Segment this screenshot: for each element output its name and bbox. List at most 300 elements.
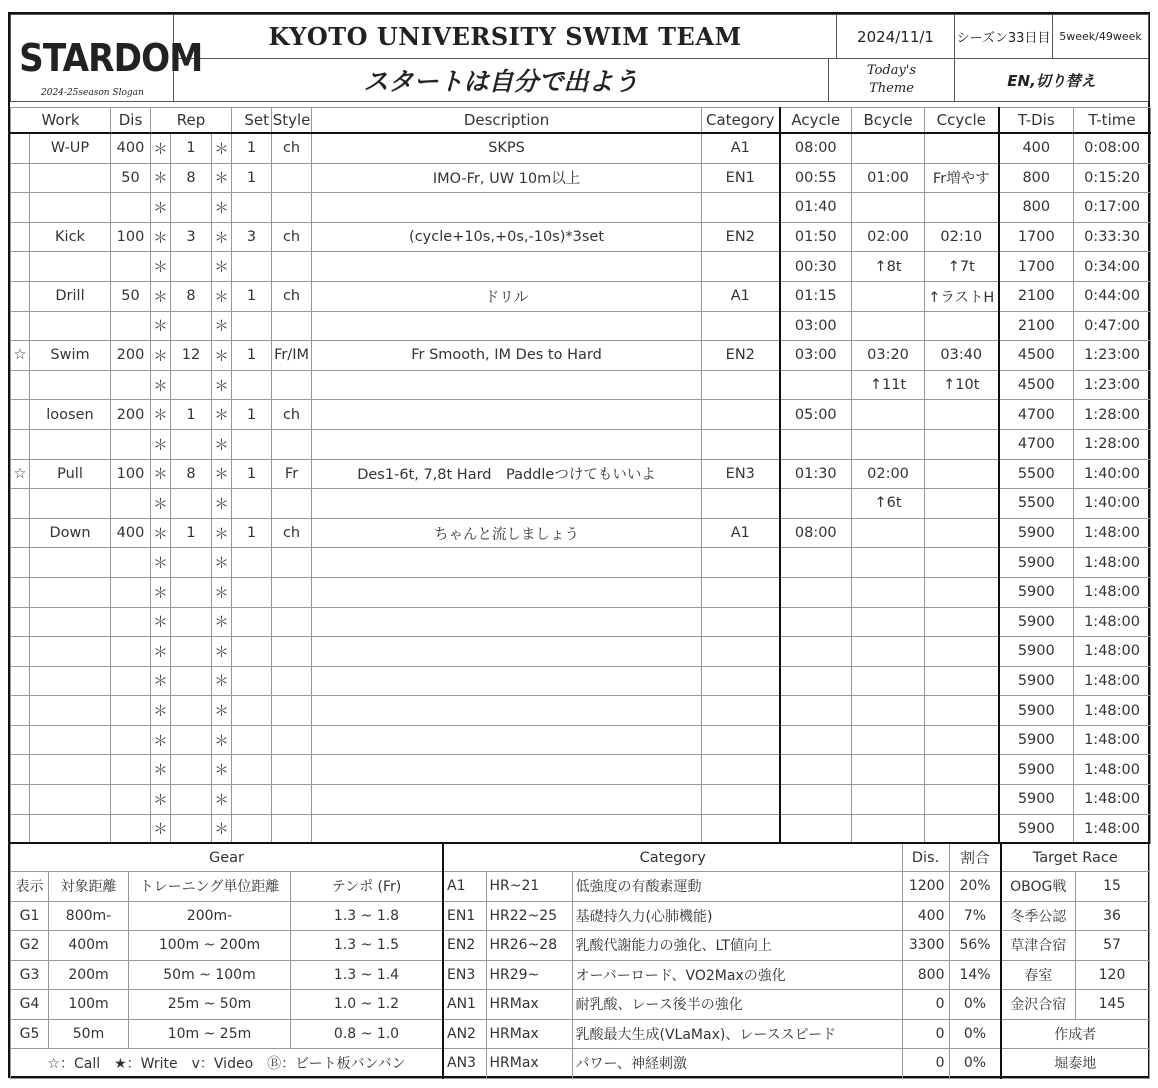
category-row — [443, 931, 1001, 961]
category-cell: 20% — [949, 872, 1001, 902]
cell-acycle: 01:40 — [780, 193, 852, 223]
gear-cell: G1 — [11, 901, 49, 931]
target-race-days: 120 — [1075, 960, 1149, 990]
cell-bcycle — [852, 785, 925, 815]
cell-distance — [111, 311, 151, 341]
cell-work — [30, 193, 111, 223]
table-row — [11, 637, 1151, 667]
category-title: Category — [443, 843, 902, 872]
cell-description — [312, 696, 702, 726]
table-row — [11, 311, 1151, 341]
cell-description — [312, 666, 702, 696]
cell-total-distance: 5900 — [999, 518, 1074, 548]
cell-total-distance: 800 — [999, 163, 1074, 193]
col-header-bcycle: Bcycle — [852, 108, 925, 134]
date: 2024/11/1 — [837, 15, 955, 59]
category-row — [443, 990, 1001, 1020]
cell-mark — [11, 163, 30, 193]
cell-category — [702, 696, 780, 726]
cell-bcycle: ↑8t — [852, 252, 925, 282]
cell-total-distance: 1700 — [999, 252, 1074, 282]
cell-total-time: 1:48:00 — [1074, 518, 1151, 548]
cell-total-distance: 5500 — [999, 489, 1074, 519]
cell-distance — [111, 666, 151, 696]
cell-style: ch — [272, 222, 312, 252]
cell-work: Kick — [30, 222, 111, 252]
category-cell: AN1 — [443, 990, 486, 1020]
cell-reps — [171, 489, 212, 519]
cell-work — [30, 370, 111, 400]
team-title: KYOTO UNIVERSITY SWIM TEAM — [174, 15, 837, 59]
logo-cell — [11, 15, 203, 102]
cell-mark — [11, 252, 30, 282]
cell-times-1: ＊ — [151, 725, 171, 755]
category-cell: HRMax — [486, 990, 572, 1020]
gear-row — [11, 931, 443, 961]
cell-bcycle — [852, 518, 925, 548]
cell-sets — [232, 785, 272, 815]
cell-acycle — [780, 548, 852, 578]
cell-acycle: 01:30 — [780, 459, 852, 489]
cell-times-2: ＊ — [212, 666, 232, 696]
cell-distance: 50 — [111, 163, 151, 193]
category-cell: A1 — [443, 872, 486, 902]
cell-sets: 1 — [232, 400, 272, 430]
category-row — [443, 1019, 1001, 1049]
cell-distance — [111, 755, 151, 785]
gear-cell: 50m — [49, 1019, 129, 1049]
cell-times-1: ＊ — [151, 222, 171, 252]
cell-total-time: 1:28:00 — [1074, 400, 1151, 430]
cell-reps — [171, 814, 212, 844]
cell-sets: 3 — [232, 222, 272, 252]
cell-category: A1 — [702, 518, 780, 548]
cell-bcycle — [852, 577, 925, 607]
cell-sets — [232, 637, 272, 667]
cell-distance: 200 — [111, 400, 151, 430]
cell-work — [30, 489, 111, 519]
category-cell: 0% — [949, 1049, 1001, 1079]
cell-description — [312, 311, 702, 341]
cell-total-time: 1:48:00 — [1074, 637, 1151, 667]
cell-distance — [111, 696, 151, 726]
gear-title: Gear — [11, 843, 443, 872]
cell-total-distance: 5900 — [999, 755, 1074, 785]
cell-times-2: ＊ — [212, 725, 232, 755]
cell-sets — [232, 696, 272, 726]
cell-work — [30, 607, 111, 637]
cell-work — [30, 429, 111, 459]
cell-style — [272, 577, 312, 607]
cell-work: Down — [30, 518, 111, 548]
cell-total-time: 0:08:00 — [1074, 133, 1151, 163]
gear-row — [11, 1019, 443, 1049]
table-row — [11, 370, 1151, 400]
cell-total-time: 1:48:00 — [1074, 577, 1151, 607]
col-header-work: Work — [11, 108, 111, 134]
cell-work — [30, 785, 111, 815]
target-race-row — [1001, 872, 1149, 902]
cell-ccycle — [925, 400, 999, 430]
cell-work — [30, 548, 111, 578]
cell-total-time: 1:48:00 — [1074, 725, 1151, 755]
cell-bcycle — [852, 725, 925, 755]
cell-distance: 200 — [111, 341, 151, 371]
cell-work: Drill — [30, 281, 111, 311]
cell-bcycle — [852, 311, 925, 341]
cell-total-distance: 5900 — [999, 548, 1074, 578]
category-cell: 乳酸最大生成(VLaMax)、レーススピード — [572, 1019, 902, 1049]
target-race-name: OBOG戦 — [1001, 872, 1075, 902]
cell-description: ドリル — [312, 281, 702, 311]
table-row — [11, 814, 1151, 844]
cell-reps — [171, 666, 212, 696]
cell-total-distance: 5900 — [999, 785, 1074, 815]
cell-category: EN2 — [702, 222, 780, 252]
cell-acycle — [780, 725, 852, 755]
table-row — [11, 548, 1151, 578]
cell-style — [272, 696, 312, 726]
cell-category — [702, 814, 780, 844]
cell-style — [272, 370, 312, 400]
cell-times-2: ＊ — [212, 785, 232, 815]
cell-times-2: ＊ — [212, 489, 232, 519]
cell-work: W-UP — [30, 133, 111, 163]
cell-mark — [11, 696, 30, 726]
cell-ccycle — [925, 133, 999, 163]
gear-row — [11, 960, 443, 990]
cell-total-distance: 1700 — [999, 222, 1074, 252]
cell-times-2: ＊ — [212, 548, 232, 578]
table-row — [11, 281, 1151, 311]
cell-reps: 12 — [171, 341, 212, 371]
cell-total-distance: 2100 — [999, 281, 1074, 311]
cell-times-1: ＊ — [151, 637, 171, 667]
cell-description — [312, 577, 702, 607]
cell-ccycle — [925, 548, 999, 578]
col-header-dis: Dis — [111, 108, 151, 134]
cell-mark — [11, 133, 30, 163]
cell-ccycle: 02:10 — [925, 222, 999, 252]
cell-sets: 1 — [232, 281, 272, 311]
col-header-style: Style — [272, 108, 312, 134]
category-cell: 1200 — [902, 872, 949, 902]
cell-reps: 1 — [171, 133, 212, 163]
cell-style — [272, 725, 312, 755]
col-header-tdis: T-Dis — [999, 108, 1074, 134]
cell-bcycle: 02:00 — [852, 459, 925, 489]
cell-bcycle: 02:00 — [852, 222, 925, 252]
cell-sets — [232, 193, 272, 223]
cell-ccycle — [925, 785, 999, 815]
cell-times-2: ＊ — [212, 341, 232, 371]
cell-bcycle — [852, 548, 925, 578]
category-cell: 0 — [902, 990, 949, 1020]
gear-cell: 1.3 ~ 1.5 — [291, 931, 443, 961]
category-cell: 0 — [902, 1049, 949, 1079]
cell-style — [272, 666, 312, 696]
category-row — [443, 1049, 1001, 1079]
target-race-name: 金沢合宿 — [1001, 990, 1075, 1020]
gear-cell: 200m — [49, 960, 129, 990]
cell-description — [312, 429, 702, 459]
cell-total-distance: 4700 — [999, 429, 1074, 459]
category-row — [443, 960, 1001, 990]
cell-reps — [171, 637, 212, 667]
cell-acycle — [780, 577, 852, 607]
cell-style: ch — [272, 133, 312, 163]
cell-style — [272, 548, 312, 578]
category-cell: HR22~25 — [486, 901, 572, 931]
cell-times-2: ＊ — [212, 429, 232, 459]
cell-description: SKPS — [312, 133, 702, 163]
cell-distance — [111, 725, 151, 755]
gear-cell: 100m ~ 200m — [129, 931, 291, 961]
slogan: スタートは自分で出よう — [174, 59, 829, 102]
cell-description — [312, 725, 702, 755]
table-row — [11, 341, 1151, 371]
cell-times-1: ＊ — [151, 814, 171, 844]
cell-description — [312, 489, 702, 519]
cell-work — [30, 163, 111, 193]
category-cell: EN3 — [443, 960, 486, 990]
cell-total-time: 1:48:00 — [1074, 666, 1151, 696]
col-header-description: Description — [312, 108, 702, 134]
table-header-row — [11, 108, 1151, 134]
cell-bcycle — [852, 814, 925, 844]
cell-total-distance: 4500 — [999, 370, 1074, 400]
cell-ccycle — [925, 666, 999, 696]
category-cell: HR~21 — [486, 872, 572, 902]
gear-row — [11, 990, 443, 1020]
cell-description — [312, 548, 702, 578]
table-row — [11, 725, 1151, 755]
cell-mark — [11, 577, 30, 607]
target-race-row — [1001, 931, 1149, 961]
cell-times-1: ＊ — [151, 400, 171, 430]
target-race-days: 145 — [1075, 990, 1149, 1020]
symbol-legend: ☆：Call ★：Write v：Video Ⓑ：ビート板バンバン — [11, 1049, 443, 1079]
cell-reps: 8 — [171, 459, 212, 489]
cell-distance: 100 — [111, 222, 151, 252]
gear-header-unit-distance: トレーニング単位距離 — [129, 872, 291, 902]
cell-mark — [11, 607, 30, 637]
cell-mark — [11, 725, 30, 755]
cell-acycle — [780, 755, 852, 785]
cell-total-time: 1:48:00 — [1074, 814, 1151, 844]
cell-acycle: 01:50 — [780, 222, 852, 252]
season-day: シーズン33日目 — [955, 15, 1053, 59]
cell-style — [272, 193, 312, 223]
cell-times-2: ＊ — [212, 459, 232, 489]
cell-total-time: 0:34:00 — [1074, 252, 1151, 282]
cell-description: Des1-6t, 7,8t Hard Paddleつけてもいいよ — [312, 459, 702, 489]
gear-cell: 0.8 ~ 1.0 — [291, 1019, 443, 1049]
cell-total-distance: 4700 — [999, 400, 1074, 430]
category-cell: 0% — [949, 1019, 1001, 1049]
cell-distance — [111, 193, 151, 223]
category-cell: 800 — [902, 960, 949, 990]
cell-acycle: 03:00 — [780, 311, 852, 341]
cell-times-2: ＊ — [212, 133, 232, 163]
cell-acycle — [780, 696, 852, 726]
cell-sets — [232, 370, 272, 400]
cell-mark — [11, 814, 30, 844]
gear-cell: 400m — [49, 931, 129, 961]
gear-cell: G4 — [11, 990, 49, 1020]
cell-description: IMO-Fr, UW 10m以上 — [312, 163, 702, 193]
cell-ccycle — [925, 755, 999, 785]
cell-bcycle — [852, 696, 925, 726]
cell-reps — [171, 370, 212, 400]
cell-style: ch — [272, 518, 312, 548]
cell-category — [702, 252, 780, 282]
category-dis-header: Dis. — [902, 843, 949, 872]
category-cell: オーバーロード、VO2Maxの強化 — [572, 960, 902, 990]
cell-style — [272, 429, 312, 459]
cell-reps — [171, 696, 212, 726]
cell-total-time: 0:47:00 — [1074, 311, 1151, 341]
gear-header-display: 表示 — [11, 872, 49, 902]
cell-work — [30, 577, 111, 607]
cell-style: ch — [272, 400, 312, 430]
target-race-days: 15 — [1075, 872, 1149, 902]
cell-distance — [111, 785, 151, 815]
cell-category — [702, 548, 780, 578]
cell-times-2: ＊ — [212, 518, 232, 548]
col-header-ccycle: Ccycle — [925, 108, 999, 134]
cell-times-2: ＊ — [212, 370, 232, 400]
cell-ccycle — [925, 725, 999, 755]
cell-description — [312, 607, 702, 637]
cell-distance: 50 — [111, 281, 151, 311]
cell-sets — [232, 429, 272, 459]
cell-mark — [11, 311, 30, 341]
cell-mark — [11, 400, 30, 430]
cell-work: Pull — [30, 459, 111, 489]
cell-times-2: ＊ — [212, 193, 232, 223]
cell-category — [702, 755, 780, 785]
cell-mark — [11, 637, 30, 667]
category-cell: 3300 — [902, 931, 949, 961]
cell-reps — [171, 429, 212, 459]
cell-times-2: ＊ — [212, 163, 232, 193]
table-row — [11, 429, 1151, 459]
cell-reps — [171, 785, 212, 815]
category-table — [442, 842, 1002, 1079]
cell-sets — [232, 725, 272, 755]
today-theme-label: Today's Theme — [829, 59, 955, 102]
category-cell: 14% — [949, 960, 1001, 990]
table-row — [11, 577, 1151, 607]
cell-bcycle — [852, 193, 925, 223]
cell-times-1: ＊ — [151, 548, 171, 578]
cell-times-1: ＊ — [151, 518, 171, 548]
cell-acycle: 03:00 — [780, 341, 852, 371]
gear-cell: 1.3 ~ 1.4 — [291, 960, 443, 990]
cell-ccycle: ↑ラストH — [925, 281, 999, 311]
week-counter: 5week/49week — [1053, 15, 1149, 59]
cell-total-distance: 5900 — [999, 607, 1074, 637]
cell-total-time: 1:23:00 — [1074, 370, 1151, 400]
cell-times-1: ＊ — [151, 429, 171, 459]
cell-total-time: 1:48:00 — [1074, 607, 1151, 637]
cell-acycle: 08:00 — [780, 518, 852, 548]
category-cell: 乳酸代謝能力の強化、LT値向上 — [572, 931, 902, 961]
cell-acycle — [780, 370, 852, 400]
cell-sets — [232, 607, 272, 637]
gear-cell: 10m ~ 25m — [129, 1019, 291, 1049]
cell-bcycle — [852, 666, 925, 696]
cell-acycle — [780, 785, 852, 815]
col-header-ttime: T-time — [1074, 108, 1151, 134]
cell-acycle — [780, 814, 852, 844]
cell-description — [312, 755, 702, 785]
cell-total-distance: 800 — [999, 193, 1074, 223]
table-row — [11, 459, 1151, 489]
cell-category — [702, 637, 780, 667]
table-row — [11, 666, 1151, 696]
cell-times-2: ＊ — [212, 696, 232, 726]
cell-times-1: ＊ — [151, 281, 171, 311]
cell-reps: 1 — [171, 400, 212, 430]
cell-total-time: 0:17:00 — [1074, 193, 1151, 223]
cell-total-time: 1:40:00 — [1074, 489, 1151, 519]
cell-distance — [111, 814, 151, 844]
cell-style — [272, 489, 312, 519]
cell-times-1: ＊ — [151, 193, 171, 223]
cell-ccycle — [925, 518, 999, 548]
cell-work — [30, 637, 111, 667]
cell-times-1: ＊ — [151, 341, 171, 371]
col-header-category: Category — [702, 108, 780, 134]
gear-cell: 25m ~ 50m — [129, 990, 291, 1020]
gear-cell: G5 — [11, 1019, 49, 1049]
col-header-rep: Rep — [151, 108, 232, 134]
cell-times-1: ＊ — [151, 607, 171, 637]
cell-sets — [232, 311, 272, 341]
table-row — [11, 518, 1151, 548]
cell-total-distance: 5900 — [999, 577, 1074, 607]
cell-style — [272, 163, 312, 193]
cell-times-1: ＊ — [151, 755, 171, 785]
cell-category — [702, 489, 780, 519]
cell-sets: 1 — [232, 341, 272, 371]
gear-header-target-distance: 対象距離 — [49, 872, 129, 902]
target-race-table — [1000, 842, 1150, 1079]
cell-work — [30, 311, 111, 341]
cell-category: EN3 — [702, 459, 780, 489]
cell-category: EN1 — [702, 163, 780, 193]
cell-total-time: 0:15:20 — [1074, 163, 1151, 193]
gear-table — [10, 842, 443, 1079]
category-cell: EN2 — [443, 931, 486, 961]
category-cell: AN3 — [443, 1049, 486, 1079]
cell-work — [30, 755, 111, 785]
cell-description — [312, 370, 702, 400]
cell-bcycle — [852, 400, 925, 430]
cell-reps — [171, 311, 212, 341]
cell-style — [272, 755, 312, 785]
category-cell: HRMax — [486, 1049, 572, 1079]
cell-total-distance: 5900 — [999, 814, 1074, 844]
cell-distance: 400 — [111, 518, 151, 548]
cell-category — [702, 725, 780, 755]
cell-total-time: 0:33:30 — [1074, 222, 1151, 252]
category-cell: パワー、神経刺激 — [572, 1049, 902, 1079]
cell-distance — [111, 577, 151, 607]
cell-times-1: ＊ — [151, 252, 171, 282]
